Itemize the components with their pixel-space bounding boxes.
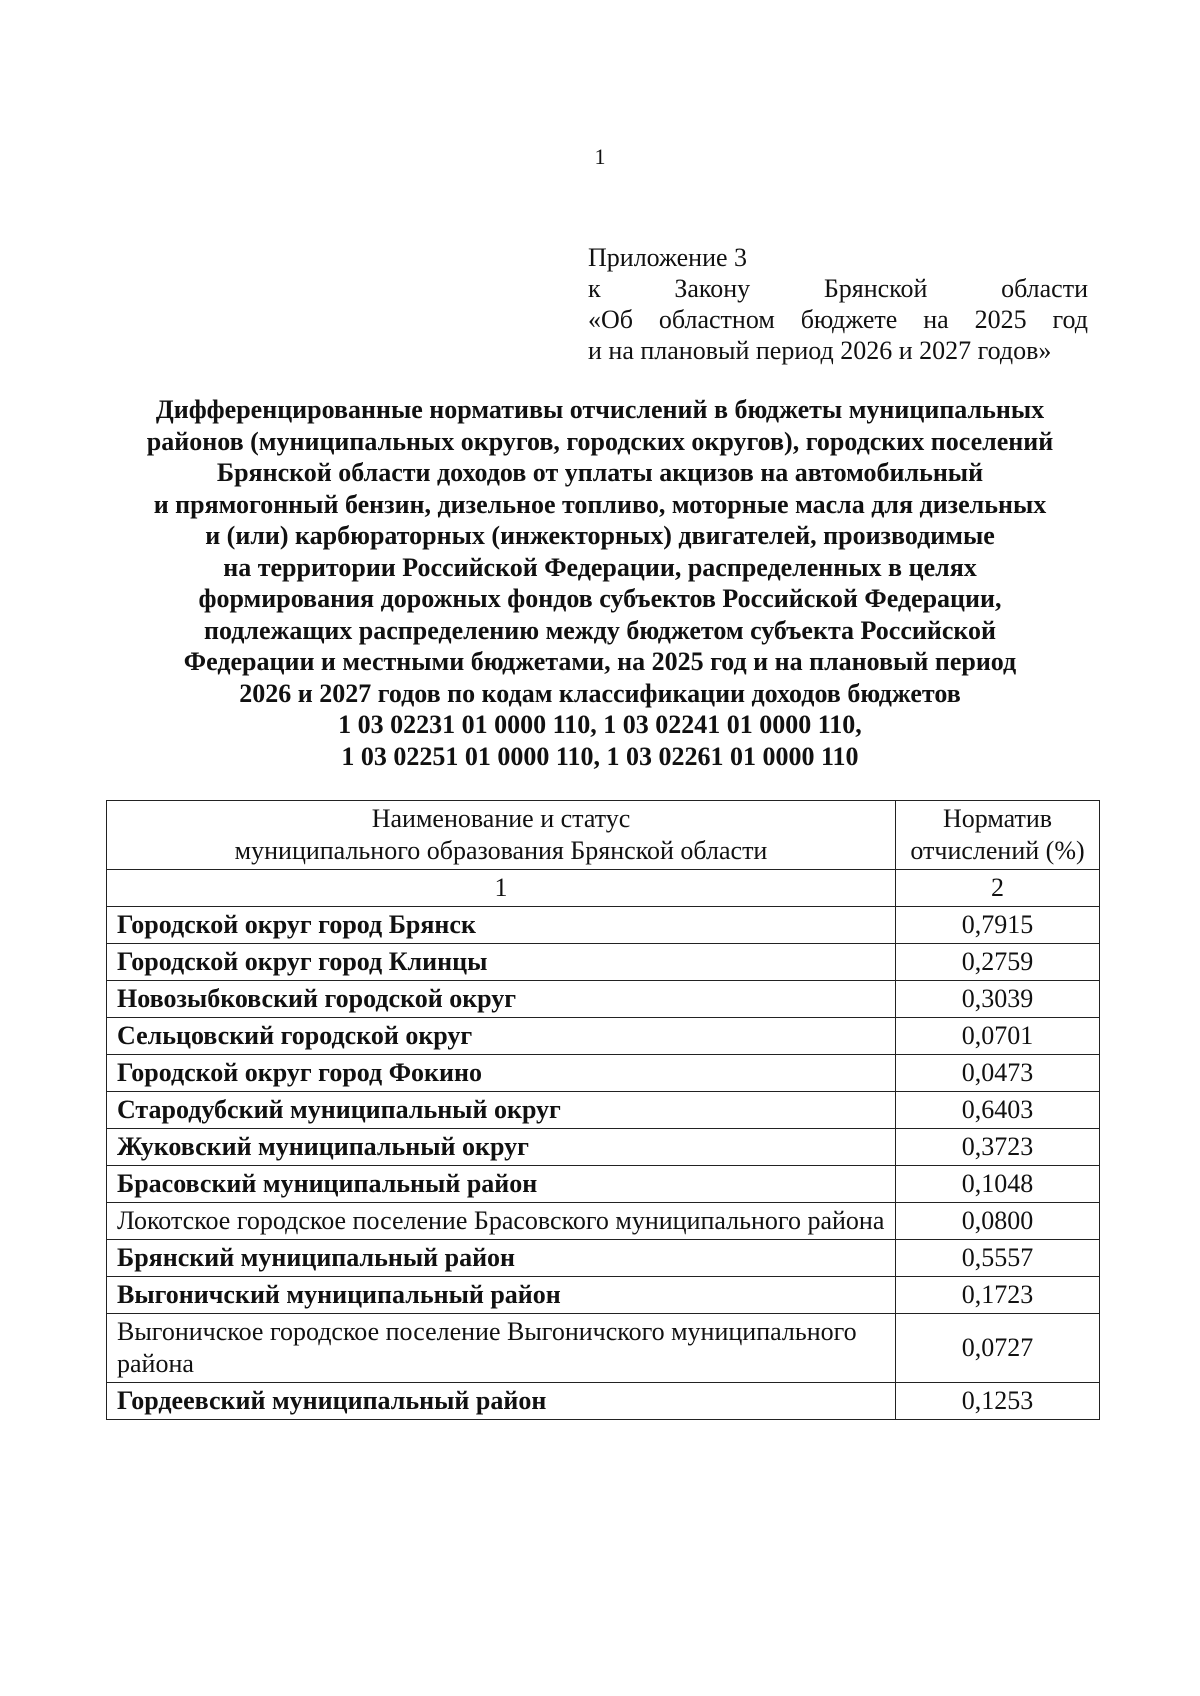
norm-value: 0,3723 bbox=[896, 1129, 1100, 1166]
norm-value: 0,7915 bbox=[896, 907, 1100, 944]
title-line: районов (муниципальных округов, городских округов), городских поселений bbox=[146, 426, 1054, 456]
table-row bbox=[107, 1129, 1100, 1166]
appendix-line-1: Приложение 3 bbox=[588, 243, 748, 272]
norm-value: 0,2759 bbox=[896, 944, 1100, 981]
table-row bbox=[107, 944, 1100, 981]
municipality-name: Городской округ город Фокино bbox=[107, 1055, 896, 1092]
document-title bbox=[100, 394, 1100, 772]
column-number-1: 1 bbox=[107, 870, 896, 907]
column-number-2: 2 bbox=[896, 870, 1100, 907]
table-row bbox=[107, 1277, 1100, 1314]
header-norm bbox=[896, 801, 1100, 870]
norms-table bbox=[106, 800, 1100, 1420]
header-norm-line-2: отчислений (%) bbox=[910, 836, 1085, 865]
table-row bbox=[107, 1203, 1100, 1240]
table-row bbox=[107, 1240, 1100, 1277]
municipality-name: Выгоничское городское поселение Выгоничского муниципального района bbox=[107, 1314, 896, 1383]
title-line: и (или) карбюраторных (инжекторных) двигателей, производимые bbox=[205, 521, 995, 550]
title-line: формирования дорожных фондов субъектов Российской Федерации, bbox=[198, 584, 1002, 613]
norm-value: 0,5557 bbox=[896, 1240, 1100, 1277]
title-line: 1 03 02251 01 0000 110, 1 03 02261 01 0000 110 bbox=[341, 741, 859, 771]
table-row bbox=[107, 1092, 1100, 1129]
table-row bbox=[107, 1055, 1100, 1092]
appendix-line-2: к Закону Брянской области bbox=[588, 274, 1088, 303]
norm-value: 0,1048 bbox=[896, 1166, 1100, 1203]
municipality-name: Гордеевский муниципальный район bbox=[107, 1383, 896, 1420]
municipality-name: Локотское городское поселение Брасовского муниципального района bbox=[107, 1203, 896, 1240]
norm-value: 0,0800 bbox=[896, 1203, 1100, 1240]
title-line: Дифференцированные нормативы отчислений в бюджеты муниципальных bbox=[155, 395, 1045, 424]
header-name-line-1: Наименование и статус bbox=[371, 804, 631, 833]
page-number: 1 bbox=[594, 144, 606, 169]
municipality-name: Стародубский муниципальный округ bbox=[107, 1092, 896, 1129]
table-row bbox=[107, 1314, 1100, 1383]
table-row bbox=[107, 981, 1100, 1018]
title-line: и прямогонный бензин, дизельное топливо, моторные масла для дизельных bbox=[153, 489, 1047, 519]
municipality-name: Брянский муниципальный район bbox=[107, 1240, 896, 1277]
table-row bbox=[107, 1166, 1100, 1203]
norm-value: 0,6403 bbox=[896, 1092, 1100, 1129]
municipality-name: Городской округ город Клинцы bbox=[107, 944, 896, 981]
title-line: Брянской области доходов от уплаты акцизов на автомобильный bbox=[216, 458, 984, 487]
title-line: 1 03 02231 01 0000 110, 1 03 02241 01 0000 110, bbox=[338, 710, 862, 739]
norm-value: 0,3039 bbox=[896, 981, 1100, 1018]
table-row bbox=[107, 1383, 1100, 1420]
appendix-block bbox=[588, 242, 1088, 366]
column-number-row bbox=[107, 870, 1100, 907]
header-name-line-2: муниципального образования Брянской области bbox=[234, 836, 768, 865]
table-row bbox=[107, 1018, 1100, 1055]
municipality-name: Сельцовский городской округ bbox=[107, 1018, 896, 1055]
title-line: 2026 и 2027 годов по кодам классификации доходов бюджетов bbox=[239, 678, 961, 708]
header-name-status bbox=[107, 801, 896, 870]
appendix-line-4: и на плановый период 2026 и 2027 годов» bbox=[588, 336, 1052, 365]
municipality-name: Брасовский муниципальный район bbox=[107, 1166, 896, 1203]
municipality-name: Выгоничский муниципальный район bbox=[107, 1277, 896, 1314]
municipality-name: Городской округ город Брянск bbox=[107, 907, 896, 944]
norm-value: 0,1253 bbox=[896, 1383, 1100, 1420]
title-line: на территории Российской Федерации, распределенных в целях bbox=[223, 552, 977, 582]
norm-value: 0,1723 bbox=[896, 1277, 1100, 1314]
appendix-line-3: «Об областном бюджете на 2025 год bbox=[588, 305, 1088, 334]
municipality-name: Жуковский муниципальный округ bbox=[107, 1129, 896, 1166]
norm-value: 0,0473 bbox=[896, 1055, 1100, 1092]
norm-value: 0,0727 bbox=[896, 1314, 1100, 1383]
header-norm-line-1: Норматив bbox=[942, 804, 1053, 833]
norm-value: 0,0701 bbox=[896, 1018, 1100, 1055]
table-row bbox=[107, 907, 1100, 944]
title-line: подлежащих распределению между бюджетом субъекта Российской bbox=[204, 615, 996, 645]
table-header-row bbox=[107, 801, 1100, 870]
title-line: Федерации и местными бюджетами, на 2025 год и на плановый период bbox=[183, 647, 1017, 676]
municipality-name: Новозыбковский городской округ bbox=[107, 981, 896, 1018]
